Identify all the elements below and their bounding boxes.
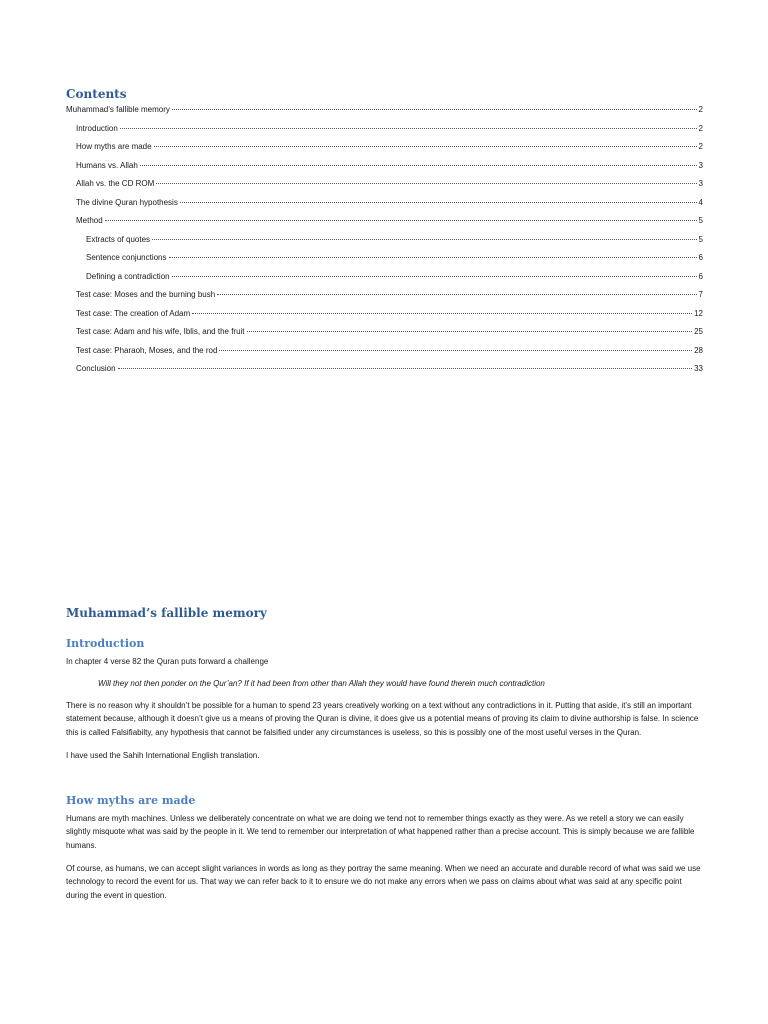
- toc-entry-page-number: 5: [698, 216, 703, 225]
- introduction-lead: In chapter 4 verse 82 the Quran puts forward a challenge: [66, 657, 269, 666]
- toc-dot-leader: [172, 276, 697, 277]
- toc-entry-page-number: 6: [698, 271, 703, 281]
- toc-entry[interactable]: [66, 124, 703, 143]
- toc-entry-label: Conclusion: [76, 364, 116, 373]
- table-of-contents: [66, 105, 703, 383]
- introduction-paragraph-2: I have used the Sahih International English translation.: [66, 750, 260, 760]
- section-title: Muhammad’s fallible memory: [66, 606, 267, 620]
- introduction-heading: Introduction: [66, 637, 145, 650]
- toc-entry-page-number: 25: [694, 327, 703, 336]
- toc-dot-leader: [247, 331, 693, 332]
- toc-entry-page-number: 4: [698, 197, 703, 207]
- toc-entry[interactable]: [66, 105, 703, 124]
- toc-dot-leader: [154, 146, 697, 147]
- toc-entry[interactable]: [66, 309, 703, 328]
- toc-entry-label: Humans vs. Allah: [76, 160, 138, 170]
- toc-heading: Contents: [66, 87, 127, 101]
- toc-entry-label: Sentence conjunctions: [86, 253, 167, 262]
- toc-dot-leader: [180, 202, 697, 203]
- quran-quote: Will they not then ponder on the Qur’an? If it had been from other than Allah they would have found therein much contradiction: [98, 678, 545, 688]
- toc-entry-label: Defining a contradiction: [86, 271, 170, 281]
- toc-entry-page-number: 12: [694, 308, 703, 318]
- toc-entry[interactable]: [66, 290, 703, 309]
- toc-entry-label: Muhammad’s fallible memory: [66, 105, 170, 114]
- toc-dot-leader: [219, 350, 692, 351]
- toc-entry-label: Allah vs. the CD ROM: [76, 179, 155, 188]
- toc-entry-label: Extracts of quotes: [86, 234, 151, 244]
- toc-dot-leader: [156, 183, 696, 184]
- toc-dot-leader: [120, 128, 697, 129]
- toc-entry-page-number: 2: [698, 105, 703, 114]
- toc-entry-page-number: 2: [698, 142, 703, 151]
- toc-entry[interactable]: [66, 364, 703, 383]
- toc-entry[interactable]: [66, 272, 703, 291]
- toc-dot-leader: [105, 220, 697, 221]
- toc-entry[interactable]: [66, 216, 703, 235]
- toc-entry[interactable]: [66, 179, 703, 198]
- toc-entry[interactable]: [66, 235, 703, 254]
- toc-entry-label: Test case: Moses and the burning bush: [76, 290, 216, 299]
- toc-entry-page-number: 2: [698, 123, 703, 133]
- section-spacer: [66, 772, 703, 794]
- toc-entry-label: Method: [76, 216, 103, 225]
- toc-entry-page-number: 33: [694, 364, 703, 373]
- myths-paragraph-1: Humans are myth machines. Unless we deliberately concentrate on what we are doing we tend not to remember things exactly as they were. As we retell a story we can easily slightly misquote what was said by the people in it. We tend to remember our interpretation of what happened rather than a precise account. This is simply because we are fallible humans.: [66, 813, 695, 850]
- toc-entry[interactable]: [66, 253, 703, 272]
- myths-heading: How myths are made: [66, 793, 196, 807]
- toc-dot-leader: [169, 257, 697, 258]
- toc-dot-leader: [217, 294, 696, 295]
- toc-entry[interactable]: [66, 346, 703, 365]
- myths-paragraph-2: Of course, as humans, we can accept slight variances in words as long as they portray the same meaning. When we need an accurate and durable record of what was said we use technology to record the event for us. That way we can refer back to it to ensure we do not make any errors when we pass on claims about what was said at any specific point during the event in question.: [66, 863, 701, 901]
- toc-entry-page-number: 7: [698, 290, 703, 299]
- toc-dot-leader: [152, 239, 697, 240]
- toc-entry-page-number: 6: [698, 253, 703, 262]
- toc-entry-label: The divine Quran hypothesis: [76, 197, 178, 207]
- toc-entry-page-number: 3: [698, 179, 703, 188]
- toc-dot-leader: [118, 368, 693, 369]
- toc-dot-leader: [192, 313, 692, 314]
- toc-entry[interactable]: [66, 327, 703, 346]
- toc-entry-page-number: 28: [694, 345, 703, 355]
- toc-dot-leader: [172, 109, 697, 110]
- toc-entry-label: Introduction: [76, 123, 118, 133]
- toc-entry-label: Test case: Pharaoh, Moses, and the rod: [76, 345, 218, 355]
- toc-entry-page-number: 5: [698, 234, 703, 244]
- toc-entry-label: How myths are made: [76, 142, 152, 151]
- toc-dot-leader: [140, 165, 697, 166]
- toc-entry-label: Test case: The creation of Adam: [76, 308, 191, 318]
- toc-entry[interactable]: [66, 198, 703, 217]
- toc-entry-label: Test case: Adam and his wife, Iblis, and the fruit: [76, 327, 245, 336]
- toc-entry[interactable]: [66, 142, 703, 161]
- toc-entry[interactable]: [66, 161, 703, 180]
- toc-entry-page-number: 3: [698, 160, 703, 170]
- introduction-paragraph-1: There is no reason why it shouldn’t be possible for a human to spend 23 years creatively working on a text without any contradictions in it. Putting that aside, it’s still an important statement because, although it doesn’t give us a means of proving the Quran is divine, it does give us a potential means of proving its claim to divine authorship is false. In science this is called Falsifiabilty, any hypothesis that cannot be falsified under any circumstances is useless, so this is possibly one of the most useful verses in the Quran.: [66, 700, 699, 738]
- document-body: [66, 606, 703, 912]
